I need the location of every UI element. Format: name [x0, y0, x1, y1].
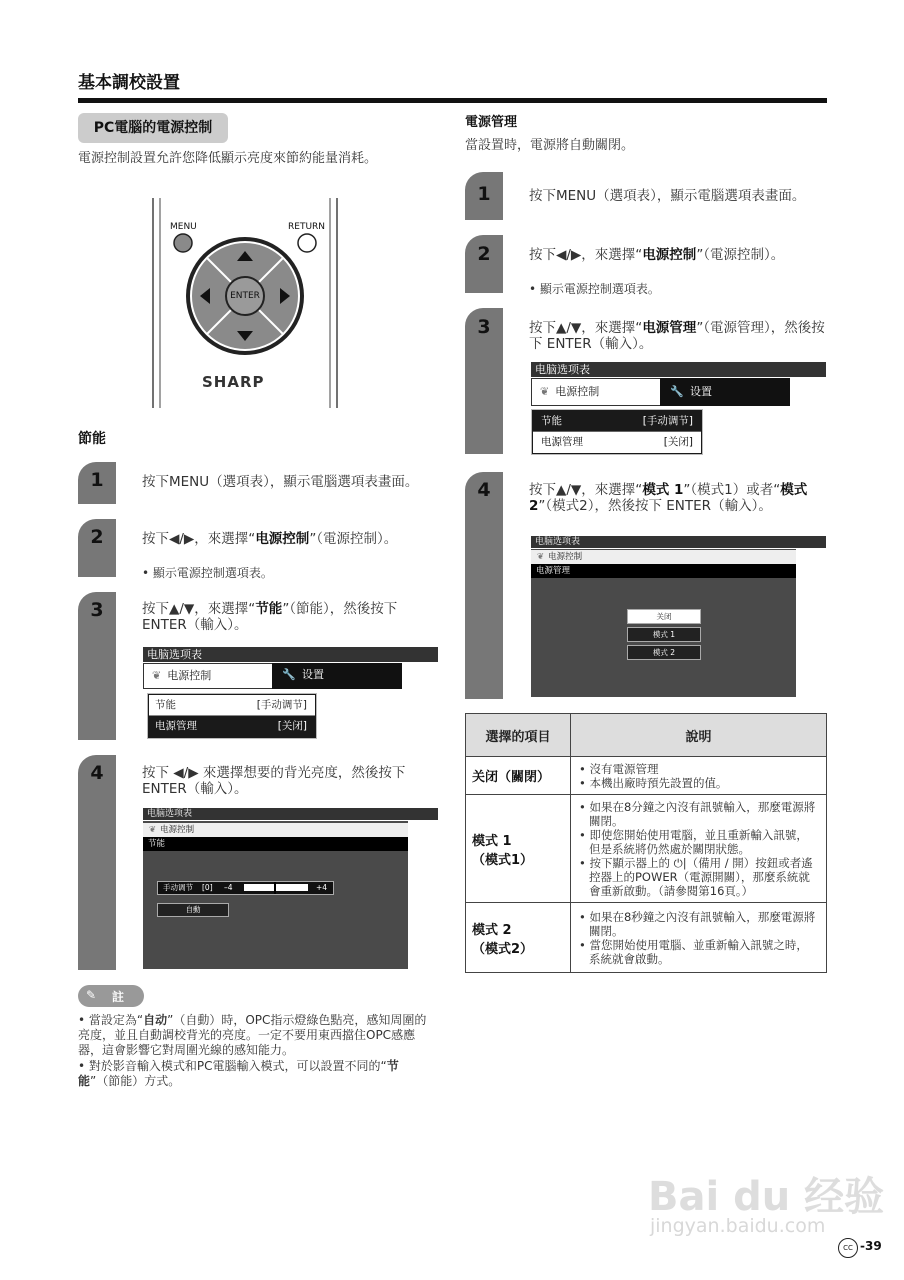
watermark-url: jingyan.baidu.com	[650, 1215, 826, 1237]
step-number: 2	[90, 526, 104, 548]
step-text: 按下MENU（選項表），顯示電腦選項表畫面。	[142, 474, 419, 490]
table-cell-desc: • 沒有電源管理 • 本機出廠時預先設置的值。	[571, 757, 827, 795]
screen-preview	[531, 549, 796, 697]
table-row	[466, 903, 827, 973]
step-text: 按下◀/▶，來選擇“电源控制”（電源控制）。	[142, 531, 398, 547]
option-mode2[interactable]: 模式 2	[627, 645, 701, 660]
wrench-icon: 🔧	[282, 668, 296, 681]
step-number: 2	[477, 243, 491, 265]
submenu-row-energy[interactable]: 节能 [手动调节]	[533, 411, 701, 432]
note-badge: ✎ 註	[78, 985, 144, 1007]
brightness-slider[interactable]: 手动调节 [0] –4 +4	[157, 881, 334, 895]
table-row	[466, 757, 827, 795]
remote-illustration	[150, 198, 340, 408]
step-text: 按下◀/▶，來選擇“电源控制”（電源控制）。	[529, 247, 785, 263]
header-rule	[78, 98, 827, 103]
auto-button[interactable]: 自動	[157, 903, 229, 917]
table-cell-desc: • 如果在8秒鐘之內沒有訊號輸入，那麼電源將關閉。 • 當您開始使用電腦、並重新輸入訊號之時，系統就會啟動。	[571, 903, 827, 973]
section-title-power-mgmt: 電源管理	[465, 115, 518, 130]
section-title-energy: 節能	[78, 431, 106, 447]
screen-sub-title: 电源管理	[531, 564, 796, 578]
step-number: 4	[477, 479, 491, 501]
screen-tab: ❦ 电源控制	[531, 550, 796, 564]
leaf-icon: ❦	[149, 825, 157, 835]
wrench-icon: 🔧	[670, 385, 684, 398]
return-key-label: RETURN	[288, 222, 326, 232]
step-text: 按下MENU（選項表），顯示電腦選項表畫面。	[529, 188, 806, 204]
table-cell-label: 模式 2 （模式2）	[466, 903, 571, 973]
table-cell-desc: • 如果在8分鐘之內沒有訊號輸入，那麼電源將關閉。 • 即使您開始使用電腦，並且重新輸入訊號，但是系統將仍然處於關閉狀態。 • 按下顯示器上的 ⏻|（備用 / 開）按鈕或者遙控器上的POWER（電源開關），那麼系統就會重新啟動。（請參閱第16頁。）	[571, 795, 827, 903]
table-header-cell: 說明	[571, 714, 827, 757]
pencil-icon: ✎	[86, 988, 97, 1002]
brand-logo: SHARP	[202, 373, 265, 391]
table-row	[466, 795, 827, 903]
step-text: 按下▲/▼，來選擇“电源管理”（電源管理），然後按下 ENTER（輸入）。	[529, 320, 825, 352]
submenu-row-energy[interactable]: 节能 [手动调节]	[149, 695, 315, 716]
step-text: 按下 ◀/▶ 來選擇想要的背光亮度，然後按下 ENTER（輸入）。	[142, 765, 406, 797]
submenu	[147, 693, 317, 739]
step-bar-4	[465, 472, 503, 699]
table-cell-label: 关闭（關閉）	[466, 757, 571, 795]
step-number: 1	[477, 183, 491, 205]
table-header-cell: 選擇的項目	[466, 714, 571, 757]
leaf-icon: ❦	[152, 669, 162, 682]
step-number: 3	[477, 316, 491, 338]
enter-key-label: ENTER	[230, 291, 260, 301]
submenu-row-power-mgmt[interactable]: 电源管理 [关闭]	[533, 432, 701, 453]
menu-title-bar: 电脑选项表	[143, 647, 438, 662]
option-off[interactable]: 关闭	[627, 609, 701, 624]
step-text: 按下▲/▼，來選擇“模式 1”（模式1）或者“模式 2”（模式2），然後按下 ENTER（輸入）。	[529, 482, 808, 514]
step-bullet: • 顯示電源控制選項表。	[142, 566, 273, 580]
step-bar-4	[78, 755, 116, 970]
option-mode1[interactable]: 模式 1	[627, 627, 701, 642]
note-item-1: • 當設定為“自动”（自動）時，OPC指示燈綠色點亮，感知周圍的亮度，並且自動調校背光的亮度。一定不要用東西擋住OPC感應器，這會影響它對周圍光線的感知能力。	[78, 1013, 427, 1057]
intro-text: 當設置時，電源將自動關閉。	[465, 138, 635, 153]
submenu	[531, 409, 703, 455]
menu-title-bar: 电脑选项表	[531, 362, 826, 377]
leaf-icon: ❦	[540, 385, 550, 398]
note-item-2: • 對於影音輸入模式和PC電腦輸入模式，可以設置不同的“节能”（節能）方式。	[78, 1059, 399, 1088]
watermark-logo: Bai du 经验	[648, 1174, 885, 1220]
screen-title-bar: 电脑选项表	[531, 536, 826, 548]
table-header-row	[466, 714, 827, 757]
section-pill: PC電腦的電源控制	[78, 113, 228, 143]
screen-sub-title: 节能	[143, 837, 408, 851]
page-number: -39	[860, 1239, 882, 1253]
leaf-icon: ❦	[537, 552, 545, 562]
table-cell-label: 模式 1 （模式1）	[466, 795, 571, 903]
tab-power-control[interactable]: ❦ 电源控制	[531, 378, 662, 406]
step-text: 按下▲/▼，來選擇“节能”（節能），然後按下 ENTER（輸入）。	[142, 601, 398, 633]
screen-title-bar: 电脑选项表	[143, 808, 438, 820]
step-number: 3	[90, 599, 104, 621]
screen-preview	[143, 821, 408, 969]
intro-text: 電源控制設置允許您降低顯示亮度來節約能量消耗。	[78, 151, 378, 166]
menu-key-label: MENU	[170, 222, 197, 232]
page-header-title: 基本調校設置	[78, 73, 180, 93]
screen-tab: ❦ 电源控制	[143, 823, 408, 837]
slider-track[interactable]	[244, 884, 308, 891]
tab-power-control[interactable]: ❦ 电源控制	[143, 663, 274, 689]
step-bullet: • 顯示電源控制選項表。	[529, 282, 660, 296]
step-number: 1	[90, 469, 104, 491]
tab-settings[interactable]: 🔧 设置	[660, 378, 790, 406]
tab-settings[interactable]: 🔧 设置	[272, 663, 402, 689]
step-number: 4	[90, 762, 104, 784]
options-table	[465, 713, 827, 973]
slider-thumb[interactable]	[274, 882, 276, 894]
language-badge: CC	[838, 1238, 858, 1258]
submenu-row-power-mgmt[interactable]: 电源管理 [关闭]	[155, 720, 307, 732]
